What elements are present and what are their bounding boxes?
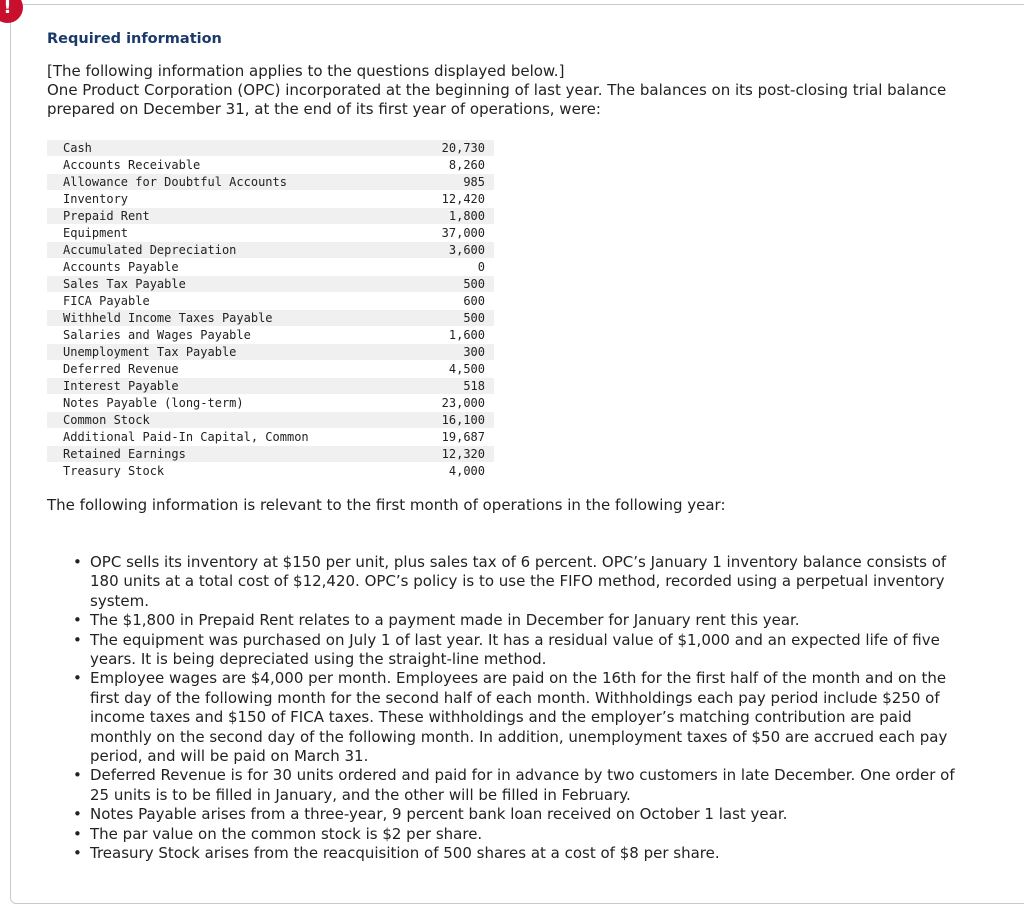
table-row	[47, 208, 494, 225]
intro-line-1: [The following information applies to the questions displayed below.]	[47, 62, 565, 80]
list-item: • The par value on the common stock is $2 per share.	[90, 825, 972, 844]
account-name: Inventory	[47, 191, 410, 208]
account-name: Common Stock	[47, 412, 410, 429]
account-amount: 19,687	[410, 429, 494, 446]
account-amount: 985	[410, 174, 494, 191]
account-amount: 0	[410, 259, 494, 276]
account-amount: 16,100	[410, 412, 494, 429]
list-item: • Notes Payable arises from a three-year, 9 percent bank loan received on October 1 last year.	[90, 805, 972, 824]
table-row	[47, 259, 494, 276]
list-item: • Employee wages are $4,000 per month. Employees are paid on the 16th for the first half of the month and on the first day of the following month for the second half of each month. Withholdings each pay period include $250 of income taxes and $150 of FICA taxes. These withholdings and the employer’s matching contribution are paid monthly on the second day of the following month. In addition, unemployment taxes of $50 are accrued each pay period, and will be paid on March 31.	[90, 669, 972, 766]
table-row	[47, 225, 494, 242]
table-row	[47, 327, 494, 344]
account-amount: 500	[410, 310, 494, 327]
account-amount: 4,000	[410, 463, 494, 480]
table-row	[47, 174, 494, 191]
account-name: FICA Payable	[47, 293, 410, 310]
account-amount: 20,730	[410, 140, 494, 157]
table-row	[47, 157, 494, 174]
account-amount: 1,600	[410, 327, 494, 344]
relevant-info-text: The following information is relevant to the first month of operations in the following year:	[47, 496, 726, 514]
intro-text	[47, 62, 972, 119]
account-name: Additional Paid-In Capital, Common	[47, 429, 410, 446]
table-row	[47, 395, 494, 412]
account-amount: 4,500	[410, 361, 494, 378]
account-amount: 8,260	[410, 157, 494, 174]
table-row	[47, 429, 494, 446]
list-item: • The equipment was purchased on July 1 of last year. It has a residual value of $1,000 and an expected life of five years. It is being depreciated using the straight-line method.	[90, 631, 972, 670]
account-name: Accounts Receivable	[47, 157, 410, 174]
account-amount: 12,320	[410, 446, 494, 463]
account-name: Accounts Payable	[47, 259, 410, 276]
account-name: Withheld Income Taxes Payable	[47, 310, 410, 327]
account-name: Equipment	[47, 225, 410, 242]
account-name: Prepaid Rent	[47, 208, 410, 225]
table-row	[47, 242, 494, 259]
account-amount: 500	[410, 276, 494, 293]
table-row	[47, 293, 494, 310]
table-row	[47, 361, 494, 378]
account-amount: 300	[410, 344, 494, 361]
account-name: Treasury Stock	[47, 463, 410, 480]
list-item: • Treasury Stock arises from the reacquisition of 500 shares at a cost of $8 per share.	[90, 844, 972, 863]
account-amount: 23,000	[410, 395, 494, 412]
account-amount: 37,000	[410, 225, 494, 242]
intro-line-2: One Product Corporation (OPC) incorporated at the beginning of last year. The balances on its post-closing trial balance prepared on December 31, at the end of its first year of operations, were:	[47, 81, 947, 118]
account-name: Deferred Revenue	[47, 361, 410, 378]
account-name: Retained Earnings	[47, 446, 410, 463]
list-item: • Deferred Revenue is for 30 units ordered and paid for in advance by two customers in late December. One order of 25 units is to be filled in January, and the other will be filled in February.	[90, 766, 972, 805]
account-amount: 1,800	[410, 208, 494, 225]
table-row	[47, 446, 494, 463]
table-row	[47, 310, 494, 327]
table-row	[47, 378, 494, 395]
account-name: Allowance for Doubtful Accounts	[47, 174, 410, 191]
account-name: Cash	[47, 140, 410, 157]
table-row	[47, 344, 494, 361]
list-item: • The $1,800 in Prepaid Rent relates to a payment made in December for January rent this year.	[90, 611, 972, 630]
info-bullet-list	[47, 553, 972, 864]
table-row	[47, 191, 494, 208]
page-title: Required information	[47, 31, 222, 47]
account-name: Interest Payable	[47, 378, 410, 395]
account-name: Salaries and Wages Payable	[47, 327, 410, 344]
table-row	[47, 463, 494, 480]
account-name: Notes Payable (long-term)	[47, 395, 410, 412]
account-amount: 3,600	[410, 242, 494, 259]
account-name: Unemployment Tax Payable	[47, 344, 410, 361]
account-amount: 518	[410, 378, 494, 395]
account-amount: 12,420	[410, 191, 494, 208]
table-row	[47, 276, 494, 293]
account-name: Accumulated Depreciation	[47, 242, 410, 259]
trial-balance-table	[47, 140, 494, 480]
table-row	[47, 140, 494, 157]
account-name: Sales Tax Payable	[47, 276, 410, 293]
exclamation-icon: !	[0, 0, 23, 23]
account-amount: 600	[410, 293, 494, 310]
table-row	[47, 412, 494, 429]
list-item: • OPC sells its inventory at $150 per unit, plus sales tax of 6 percent. OPC’s January 1 inventory balance consists of 180 units at a total cost of $12,420. OPC’s policy is to use the FIFO method, recorded using a perpetual inventory system.	[90, 553, 972, 611]
